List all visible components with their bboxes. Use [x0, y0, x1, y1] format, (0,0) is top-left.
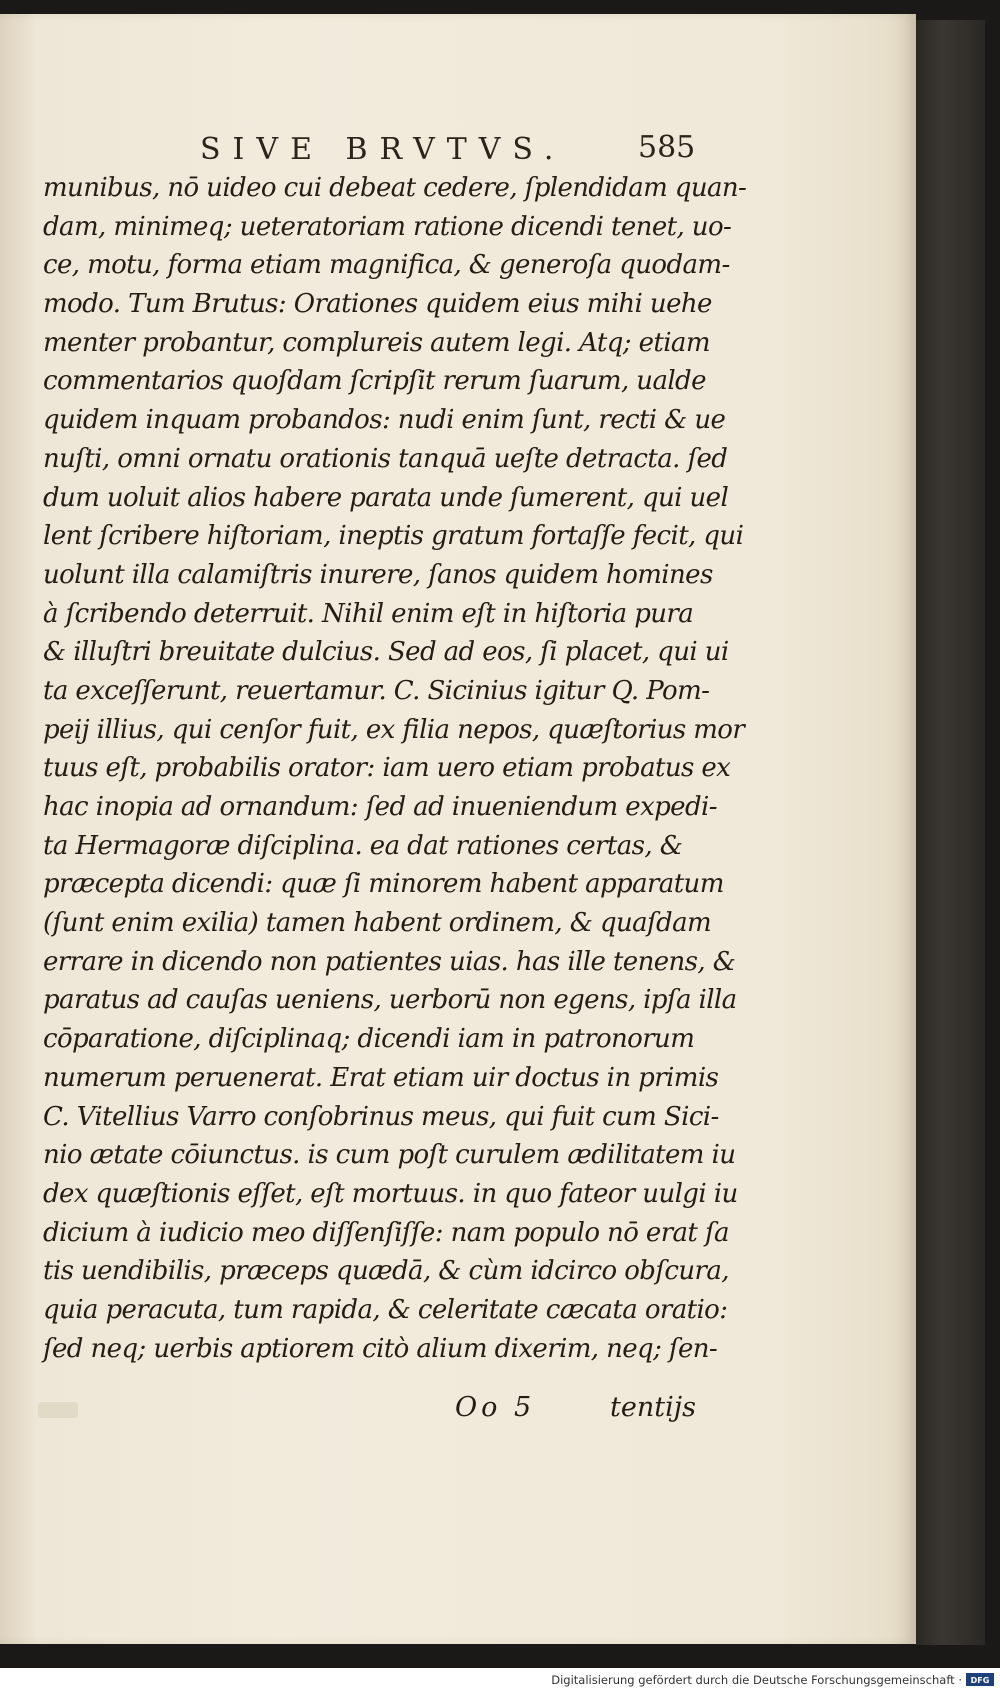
text-line: hac inopia ad ornandum: ſed ad inueniendum expedi-: [43, 792, 717, 822]
text-line: paratus ad cauſas ueniens, uerborū non egens, ipſa illa: [43, 985, 737, 1016]
text-line: tuus eſt, probabilis orator: iam uero etiam probatus ex: [43, 753, 731, 784]
book-page: [0, 14, 916, 1644]
text-line: nio ætate cōiunctus. is cum poſt curulem ædilitatem iu: [43, 1140, 736, 1171]
book-edge: [915, 20, 985, 1645]
page-number: 585: [638, 130, 696, 165]
text-line: numerum peruenerat. Erat etiam uir doctus in primis: [43, 1062, 719, 1093]
text-line: dum uoluit alios habere parata unde ſumerent, qui uel: [43, 482, 729, 513]
dfg-logo-icon: [966, 1673, 994, 1686]
text-line: ſed neq; uerbis aptiorem citò alium dixerim, neq; ſen-: [43, 1333, 718, 1364]
body-text: [43, 169, 747, 1368]
catchword: tentijs: [610, 1392, 696, 1423]
text-line: errare in dicendo non patientes uias. has ille tenens, &: [43, 946, 736, 977]
text-line: cōparatione, diſciplinaq; dicendi iam in patronorum: [43, 1024, 695, 1055]
text-line: lent ſcribere hiſtoriam, ineptis gratum fortaſſe fecit, qui: [43, 521, 744, 552]
text-line: quidem inquam probandos: nudi enim ſunt, recti & ue: [43, 405, 726, 436]
text-line: C. Vitellius Varro conſobrinus meus, qui fuit cum Sici-: [43, 1101, 719, 1132]
dfg-logo-text: DFG: [970, 1676, 990, 1685]
text-line: (ſunt enim exilia) tamen habent ordinem, & quaſdam: [43, 908, 712, 939]
text-line: peij illius, qui cenſor fuit, ex filia nepos, quæſtorius mor: [43, 714, 745, 745]
footer-credit: Digitalisierung gefördert durch die Deutsche Forschungsgemeinschaft ·: [551, 1673, 962, 1687]
text-line: tis uendibilis, præceps quædā, & cùm idcirco obſcura,: [43, 1256, 729, 1287]
text-line: nuſti, omni ornatu orationis tanquā ueſte detracta. ſed: [43, 443, 728, 474]
text-line: dicium à iudicio meo diſſenſiſſe: nam populo nō erat ſa: [43, 1217, 729, 1248]
running-head: SIVE BRVTVS.: [200, 132, 566, 167]
text-line: dex quæſtionis eſſet, eſt mortuus. in quo fateor uulgi iu: [43, 1178, 738, 1209]
signature-line: [0, 1392, 916, 1432]
text-line: & illuſtri breuitate dulcius. Sed ad eos, ſi placet, qui ui: [43, 637, 729, 668]
text-line: ta Hermagoræ diſciplina. ea dat rationes certas, &: [43, 830, 683, 861]
text-line: à ſcribendo deterruit. Nihil enim eſt in hiſtoria pura: [43, 598, 694, 629]
text-line: ce, motu, forma etiam magnifica, & generoſa quodam-: [43, 250, 730, 281]
text-line: quia peracuta, tum rapida, & celeritate cæcata oratio:: [43, 1294, 728, 1325]
text-line: uolunt illa calamiſtris inurere, ſanos quidem homines: [43, 559, 713, 590]
digitization-footer: [0, 1668, 1000, 1693]
text-line: munibus, nō uideo cui debeat cedere, ſplendidam quan-: [43, 173, 747, 203]
text-line: præcepta dicendi: quæ ſi minorem habent apparatum: [43, 869, 724, 900]
text-line: dam, minimeq; ueteratoriam ratione dicendi tenet, uo-: [43, 211, 732, 242]
text-line: modo. Tum Brutus: Orationes quidem eius mihi uehe: [43, 289, 712, 320]
text-line: menter probantur, complureis autem legi. Atq; etiam: [43, 327, 710, 358]
text-line: ta exceſſerunt, reuertamur. C. Sicinius igitur Q. Pom-: [43, 675, 710, 706]
text-line: commentarios quoſdam ſcripſit rerum ſuarum, ualde: [43, 366, 706, 397]
signature-mark: Oo 5: [455, 1392, 536, 1423]
